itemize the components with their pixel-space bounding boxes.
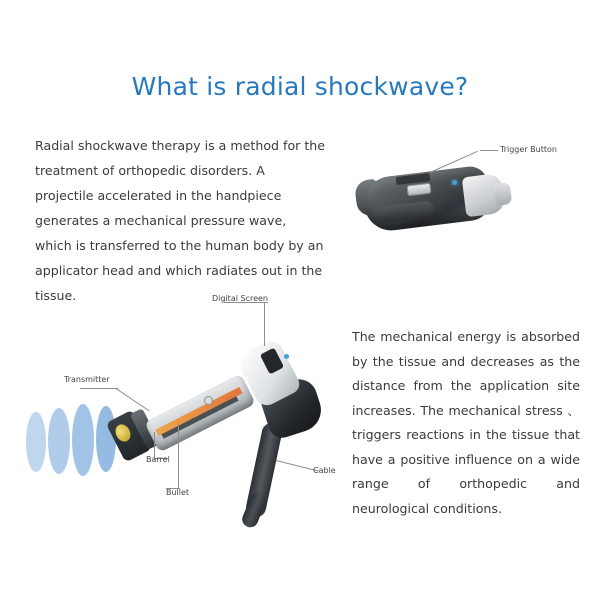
handpiece-top-illustration xyxy=(352,150,582,265)
callout-trigger-button: Trigger Button xyxy=(500,145,557,154)
page-title: What is radial shockwave? xyxy=(131,72,469,101)
callout-cable: Cable xyxy=(313,466,336,475)
leader-line-trigger-2 xyxy=(480,150,498,151)
shockwave-arc-2 xyxy=(48,408,70,474)
shockwave-arc-1 xyxy=(26,412,46,472)
main-indicator-led xyxy=(284,354,289,359)
handpiece-indicator-led xyxy=(452,180,457,185)
handpiece-nose-tip xyxy=(494,182,513,206)
bullet-shape xyxy=(204,396,213,405)
leader-line-digital-screen xyxy=(264,302,265,346)
leader-line-transmitter xyxy=(116,388,150,411)
paragraph-left: Radial shockwave therapy is a method for the treatment of orthopedic disorders. A projectile accelerated in the handpiece generates a mechanical pressure wave, which is transferred to the human body by an applicator head and which radiates out in the tissue. xyxy=(35,138,326,303)
callout-barrel: Barrel xyxy=(146,455,170,464)
leader-line-transmitter-2 xyxy=(80,388,118,389)
shockwave-arc-3 xyxy=(72,404,94,476)
callout-transmitter: Transmitter xyxy=(64,375,110,384)
leader-line-bullet xyxy=(178,424,179,488)
callout-bullet: Bullet xyxy=(166,488,190,497)
callout-digital-screen: Digital Screen xyxy=(212,294,268,303)
paragraph-right: The mechanical energy is absorbed by the tissue and decreases as the distance from the application site increases. The mechanical stress 、triggers reactions in the tissue that have a positive influence on a wide range of orthopedic and neurological conditions. xyxy=(352,329,580,516)
